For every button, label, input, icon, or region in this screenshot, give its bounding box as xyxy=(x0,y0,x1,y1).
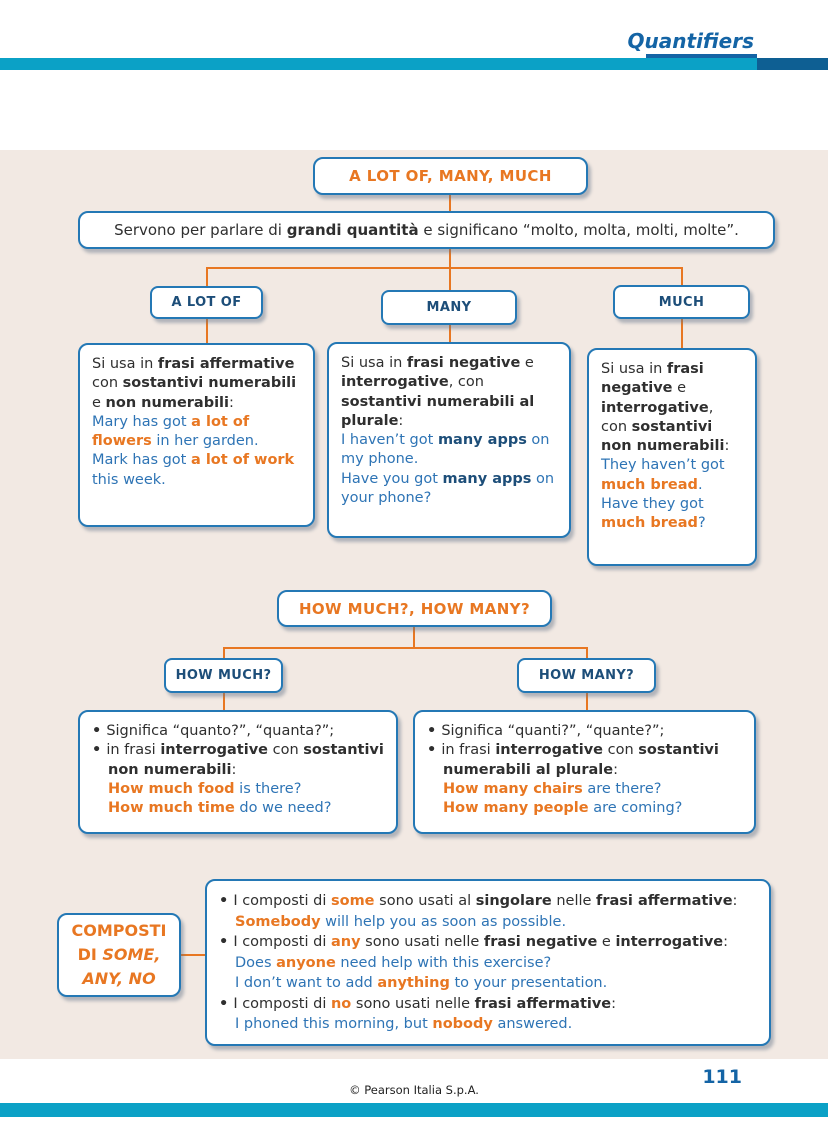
branch-label-how-much xyxy=(164,658,283,693)
text-segment: e significano “molto, molta, molti, molte”. xyxy=(418,221,739,239)
text-segment: sono usati nelle xyxy=(351,995,475,1012)
diagram2-title: HOW MUCH?, HOW MANY? xyxy=(298,599,531,618)
text-segment: this week. xyxy=(92,471,166,488)
text-segment: Have you got xyxy=(341,470,443,487)
text-row xyxy=(341,470,557,509)
text-segment: e xyxy=(92,394,106,411)
text-row xyxy=(341,354,557,431)
text-segment: Does xyxy=(235,954,277,971)
text-segment: How many chairs xyxy=(443,780,583,797)
text-segment: : xyxy=(229,394,234,411)
connector-line xyxy=(449,249,451,268)
text-segment: many apps xyxy=(437,432,527,449)
text-row xyxy=(219,994,757,1015)
text-row xyxy=(92,799,384,818)
text-segment: interrogative xyxy=(160,742,268,759)
how-much-description-box xyxy=(78,710,398,834)
text-segment: Somebody xyxy=(235,913,321,930)
text-segment: do we need? xyxy=(234,800,332,817)
text-segment: sostantivi non numerabili xyxy=(601,418,725,455)
text-row xyxy=(601,360,743,456)
text-segment: I composti di xyxy=(233,934,331,951)
text-row xyxy=(601,495,743,534)
text-row xyxy=(427,741,742,780)
text-row xyxy=(219,912,757,933)
text-segment: COMPOSTI xyxy=(71,921,167,940)
text-segment: Significa “quanti?”, “quante?”; xyxy=(441,723,665,739)
branch-label-text: MUCH xyxy=(658,294,705,310)
text-row xyxy=(92,355,301,413)
text-row xyxy=(341,431,557,470)
text-segment: e xyxy=(597,934,616,951)
text-row xyxy=(601,456,743,495)
text-segment: a lot of flowers xyxy=(92,413,250,450)
text-row xyxy=(427,799,742,818)
text-segment: , con xyxy=(448,374,484,391)
compounds-description-box xyxy=(205,879,771,1046)
text-row xyxy=(427,722,742,741)
text-row xyxy=(427,780,742,799)
bullet-icon: • xyxy=(219,893,234,909)
text-segment: interrogative xyxy=(495,742,603,759)
page-title: Quantifiers xyxy=(627,29,754,53)
text-segment: sostantivi numerabili xyxy=(122,375,297,392)
text-row xyxy=(92,741,384,780)
branch-label-a-lot-of xyxy=(150,286,263,319)
text-segment: sostantivi numerabili al plurale xyxy=(443,742,719,778)
text-segment: in frasi xyxy=(106,742,161,759)
much-description-box xyxy=(587,348,757,566)
text-segment: , con xyxy=(601,399,714,435)
text-segment: . xyxy=(697,476,703,493)
text-row xyxy=(63,967,175,991)
text-segment: frasi affermative xyxy=(596,893,733,909)
bullet-icon: • xyxy=(427,723,442,739)
text-row xyxy=(92,722,384,741)
text-segment: How much time xyxy=(108,800,235,817)
text-segment: interrogative xyxy=(341,374,449,391)
text-segment: sostantivi non numerabili xyxy=(108,742,384,778)
text-segment: interrogative xyxy=(601,399,709,416)
connector-line xyxy=(206,267,208,287)
text-segment: answered. xyxy=(492,1016,573,1033)
bullet-icon: • xyxy=(219,934,234,951)
text-row xyxy=(92,413,301,452)
text-segment: are coming? xyxy=(588,800,683,817)
text-segment: sono usati al xyxy=(374,893,476,909)
text-segment: Significa “quanto?”, “quanta?”; xyxy=(106,723,335,739)
text-segment: no xyxy=(330,995,352,1012)
compounds-label-box xyxy=(57,913,181,997)
connector-line xyxy=(681,267,683,287)
text-segment: e xyxy=(672,380,687,397)
text-segment: in frasi xyxy=(441,742,496,759)
text-segment: frasi affermative xyxy=(157,356,295,372)
text-row xyxy=(219,953,757,974)
connector-line xyxy=(223,647,588,649)
text-row xyxy=(63,943,175,967)
text-segment: ANY, NO xyxy=(82,969,156,988)
text-segment: interrogative xyxy=(615,934,724,951)
branch-label-much xyxy=(613,285,750,319)
text-row xyxy=(63,919,175,943)
text-segment: much bread xyxy=(601,476,698,493)
text-segment: They haven’t got xyxy=(601,457,725,474)
text-segment: I phoned this morning, but xyxy=(235,1016,433,1033)
bottom-bar xyxy=(0,1103,828,1117)
text-segment: ? xyxy=(697,515,706,532)
text-segment: are there? xyxy=(582,780,662,797)
branch-label-text: A LOT OF xyxy=(171,295,242,310)
text-segment: many apps xyxy=(442,470,532,487)
branch-label-many xyxy=(381,290,517,325)
text-segment: much bread xyxy=(601,515,698,532)
connector-line xyxy=(449,195,451,212)
bullet-icon: • xyxy=(92,742,107,759)
text-segment: How much food xyxy=(108,780,235,797)
connector-line xyxy=(206,267,683,269)
text-segment: anyone xyxy=(276,954,336,971)
copyright-notice: © Pearson Italia S.p.A. xyxy=(349,1083,479,1097)
diagram1-intro-text xyxy=(114,221,739,239)
text-segment: DI xyxy=(77,945,103,964)
connector-line xyxy=(223,692,225,710)
text-segment: Servono per parlare di xyxy=(114,221,287,239)
text-segment: SOME, xyxy=(102,945,161,964)
text-segment: on your phone? xyxy=(341,470,555,506)
connector-line xyxy=(586,692,588,710)
text-segment: : xyxy=(613,761,618,778)
connector-line xyxy=(449,267,451,291)
diagram1-title-box xyxy=(313,157,588,195)
connector-line xyxy=(181,954,205,956)
text-row xyxy=(219,973,757,994)
text-segment: con xyxy=(92,375,123,392)
how-many-description-box xyxy=(413,710,756,834)
text-segment: grandi quantità xyxy=(286,221,419,239)
a-lot-of-description-box xyxy=(78,343,315,527)
text-segment: Mary has got xyxy=(92,413,192,430)
text-segment: nelle xyxy=(551,893,597,909)
top-bar-dark-segment xyxy=(757,58,828,70)
text-segment: : xyxy=(231,761,237,778)
text-row xyxy=(92,780,384,799)
text-segment: Si usa in xyxy=(601,361,667,377)
text-segment: any xyxy=(330,934,361,951)
many-description-box xyxy=(327,342,571,538)
connector-line xyxy=(206,319,208,343)
text-segment: frasi negative xyxy=(601,361,704,397)
text-row xyxy=(219,1014,757,1035)
text-segment: Si usa in xyxy=(341,355,407,371)
text-segment: singolare xyxy=(475,893,552,909)
branch-label-text: MANY xyxy=(426,300,472,315)
text-segment: e xyxy=(520,355,534,371)
diagram2-title-box xyxy=(277,590,552,627)
text-segment: non numerabili xyxy=(105,394,230,411)
bullet-icon: • xyxy=(427,742,442,759)
text-segment: I composti di xyxy=(233,893,331,909)
text-segment: to your presentation. xyxy=(449,975,608,992)
text-segment: : xyxy=(732,893,738,909)
text-segment: frasi affermative xyxy=(474,995,612,1012)
top-bar xyxy=(0,58,828,70)
diagram1-intro-box xyxy=(78,211,775,249)
text-segment: on my phone. xyxy=(341,432,550,468)
text-segment: Have they got xyxy=(601,495,704,512)
text-segment: I don’t want to add xyxy=(235,975,378,992)
text-segment: Mark has got xyxy=(92,452,191,469)
bullet-icon: • xyxy=(219,995,234,1012)
connector-line xyxy=(413,627,415,648)
bullet-icon: • xyxy=(92,723,107,739)
text-segment: : xyxy=(723,934,729,951)
text-segment: frasi negative xyxy=(406,355,521,371)
text-segment: will help you as soon as possible. xyxy=(320,913,567,930)
text-segment: frasi negative xyxy=(483,934,598,951)
text-segment: nobody xyxy=(432,1016,493,1033)
text-segment: in her garden. xyxy=(151,433,259,450)
page-number: 111 xyxy=(702,1066,742,1088)
connector-line xyxy=(449,325,451,343)
text-segment: some xyxy=(330,893,375,909)
diagram1-title: A LOT OF, MANY, MUCH xyxy=(349,167,552,185)
text-segment: con xyxy=(603,742,639,759)
text-row xyxy=(219,891,757,912)
text-segment: : xyxy=(724,438,730,455)
text-segment: a lot of work xyxy=(190,452,295,469)
text-segment: How many people xyxy=(443,800,589,817)
text-segment: sono usati nelle xyxy=(360,934,484,951)
connector-line xyxy=(681,319,683,348)
text-segment: : xyxy=(611,995,617,1012)
text-segment: I haven’t got xyxy=(341,432,438,449)
text-segment: anything xyxy=(377,975,450,992)
branch-label-how-many xyxy=(517,658,656,693)
text-segment: Si usa in xyxy=(92,356,158,372)
text-segment: need help with this exercise? xyxy=(335,954,552,971)
text-row xyxy=(219,932,757,953)
text-segment: con xyxy=(268,742,304,759)
text-segment: is there? xyxy=(234,780,302,797)
text-segment: I composti di xyxy=(233,995,331,1012)
branch-label-text: HOW MUCH? xyxy=(175,668,272,683)
text-segment: : xyxy=(398,412,404,429)
branch-label-text: HOW MANY? xyxy=(538,668,635,683)
text-segment: sostantivi numerabili al plurale xyxy=(341,393,535,429)
text-row xyxy=(92,451,301,490)
